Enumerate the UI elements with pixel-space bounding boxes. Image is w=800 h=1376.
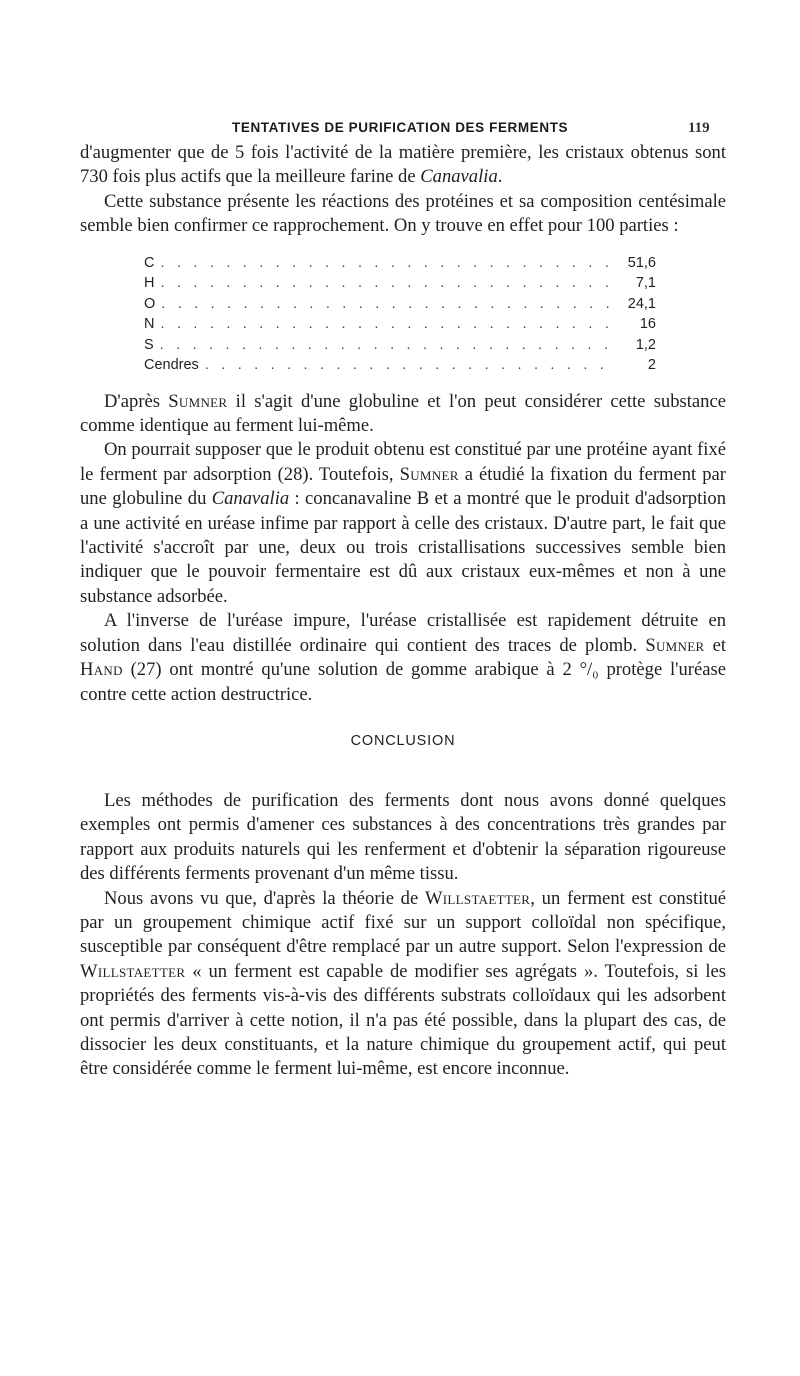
paragraph-lead-traces: A l'inverse de l'uréase impure, l'uréase cristallisée est rapidement détruite en solution dans l'eau distillée ordinaire qui contient des traces de plomb. Sumner et Hand (27) ont montré qu'une solution de gomme arabique à 2 °/₀ protège l'uréase contre cette action destructrice. xyxy=(80,610,726,705)
composition-table xyxy=(144,253,656,376)
composition-row xyxy=(144,253,656,274)
element-value: 16 xyxy=(639,316,656,333)
composition-row xyxy=(144,314,656,335)
leader-dots xyxy=(160,314,614,335)
author-name: Hand xyxy=(80,659,123,681)
paragraph-continuation: d'augmenter que de 5 fois l'activité de la matière première, les cristaux obtenus sont 730 fois plus actifs que la meilleure farine de Canavalia. xyxy=(80,142,726,188)
composition-row xyxy=(144,294,656,315)
leader-dots xyxy=(160,273,614,294)
composition-row xyxy=(144,335,656,356)
italic-term: Canavalia xyxy=(420,166,498,188)
element-label: Cendres xyxy=(144,357,199,374)
paragraph-adsorption: On pourrait supposer que le produit obtenu est constitué par une protéine ayant fixé le ferment par adsorption (28). Toutefois, Sumner a étudié la fixation du ferment par une globuline du Canavalia : concanavaline B et a montré que le produit d'adsorption a une activité en uréase infime par rapport à celle des cristaux. D'autre part, le fait que l'activité s'accroît par une, deux ou trois cristallisations successives semble bien indiquer que le pouvoir fermentaire est dû aux cristaux eux-mêmes et non à une substance adsorbée. xyxy=(80,439,726,607)
leader-dots xyxy=(160,253,614,274)
running-title: TENTATIVES DE PURIFICATION DES FERMENTS xyxy=(232,120,569,135)
page-number: 119 xyxy=(688,120,710,136)
leader-dots xyxy=(161,294,614,315)
element-value: 51,6 xyxy=(627,254,656,271)
element-label: N xyxy=(144,316,155,333)
element-label: O xyxy=(144,295,156,312)
leader-dots xyxy=(160,335,614,356)
author-name: Sumner xyxy=(399,463,459,485)
composition-row xyxy=(144,273,656,294)
element-value: 2 xyxy=(647,357,656,374)
leader-dots xyxy=(205,355,614,376)
author-name: Willstaetter xyxy=(424,887,531,909)
italic-term: Canavalia xyxy=(211,488,290,510)
paragraph-sumner-globuline: D'après Sumner il s'agit d'une globuline et l'on peut considérer cette substance comme identique au ferment lui-même. xyxy=(80,390,726,437)
running-header xyxy=(0,120,800,140)
paragraph-conclusion-methods: Les méthodes de purification des ferments dont nous avons donné quelques exemples ont permis d'amener ces substances à des concentrations très grandes par rapport aux produits naturels qui les renferment et d'obtenir la séparation rigoureuse des différents ferments provenant d'un même tissu. xyxy=(80,789,726,885)
author-name: Willstaetter xyxy=(80,960,186,982)
author-name: Sumner xyxy=(645,634,705,656)
composition-row xyxy=(144,355,656,376)
element-label: C xyxy=(144,254,155,271)
paragraph-conclusion-theory: Nous avons vu que, d'après la théorie de Willstaetter, un ferment est constitué par un groupement chimique actif fixé sur un support colloïdal non spécifique, susceptible par conséquent d'être remplacé par un autre support. Selon l'expression de Willstaetter « un ferment est capable de modifier ses agrégats ». Toutefois, si les propriétés des ferments vis-à-vis des différents substrats colloïdaux qui les adsorbent ont permis d'arriver à cette notion, il n'a pas été possible, dans la plupart des cas, de dissocier les deux constituants, et la nature chimique du groupement actif, qui peut être considérée comme le ferment lui-même, est encore inconnue. xyxy=(80,887,726,1080)
paragraph-composition-intro: Cette substance présente les réactions des protéines et sa composition centésimale semble bien confirmer ce rapprochement. On y trouve en effet pour 100 parties : xyxy=(80,190,726,237)
element-label: S xyxy=(144,336,154,353)
element-value: 7,1 xyxy=(635,275,656,292)
element-label: H xyxy=(144,275,155,292)
element-value: 24,1 xyxy=(627,295,656,312)
element-value: 1,2 xyxy=(635,336,656,353)
section-heading: CONCLUSION xyxy=(350,732,456,749)
body-text xyxy=(80,141,726,1082)
author-name: Sumner xyxy=(168,390,228,412)
